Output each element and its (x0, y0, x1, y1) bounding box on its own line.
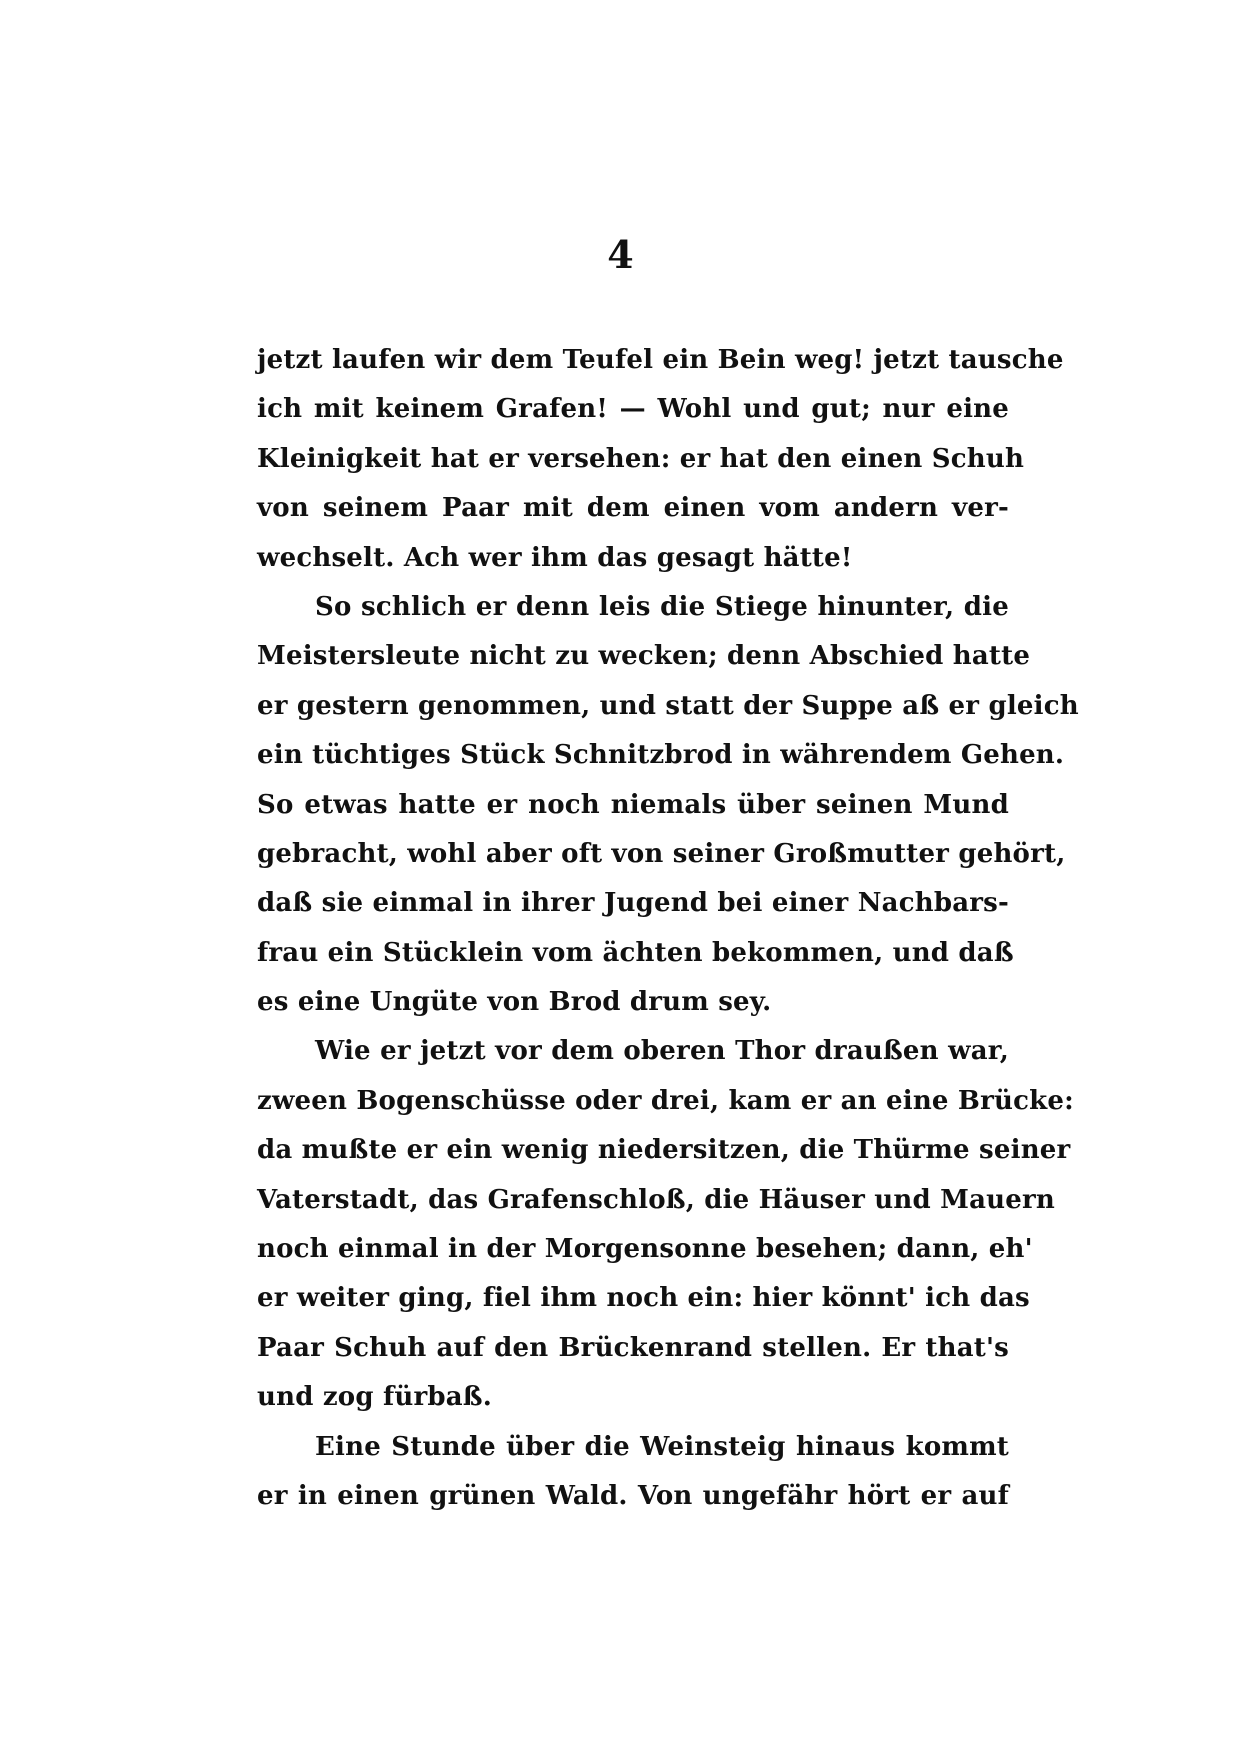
page-number: 4 (607, 232, 634, 277)
text-line: Eine Stunde über die Weinsteig hinaus kommt (315, 1431, 1009, 1462)
text-line: von seinem Paar mit dem einen vom andern ver- (257, 493, 1009, 524)
text-line: So schlich er denn leis die Stiege hinunter, die (315, 591, 1009, 622)
text-line: Kleinigkeit hat er versehen: er hat den einen Schuh (257, 443, 1025, 474)
text-line: da mußte er ein wenig niedersitzen, die Thürme seiner (257, 1135, 1071, 1166)
text-line: es eine Ungüte von Brod drum sey. (257, 987, 772, 1018)
text-line: daß sie einmal in ihrer Jugend bei einer Nachbars- (257, 888, 1009, 919)
text-line: und zog fürbaß. (257, 1382, 492, 1413)
text-line: So etwas hatte er noch niemals über seinen Mund (257, 789, 1009, 820)
text-line: Vaterstadt, das Grafenschloß, die Häuser und Mauern (257, 1184, 1056, 1215)
text-line: gebracht, wohl aber oft von seiner Großmutter gehört, (257, 838, 1066, 869)
text-line: noch einmal in der Morgensonne besehen; dann, eh' (257, 1234, 1033, 1265)
text-line: Meistersleute nicht zu wecken; denn Abschied hatte (257, 641, 1031, 672)
text-line: ein tüchtiges Stück Schnitzbrod in währendem Gehen. (257, 740, 1065, 771)
body-text (257, 336, 1079, 1521)
text-line: er weiter ging, fiel ihm noch ein: hier könnt' ich das (257, 1283, 1030, 1314)
text-line: Paar Schuh auf den Brückenrand stellen. Er that's (257, 1332, 1009, 1363)
text-line: wechselt. Ach wer ihm das gesagt hätte! (257, 542, 853, 573)
text-line: jetzt laufen wir dem Teufel ein Bein weg! jetzt tausche (257, 345, 1064, 375)
text-line: ich mit keinem Grafen! — Wohl und gut; nur eine (257, 394, 1009, 425)
text-line: zween Bogenschüsse oder drei, kam er an eine Brücke: (257, 1085, 1074, 1116)
text-line: frau ein Stücklein vom ächten bekommen, und daß (257, 937, 1014, 968)
text-line: er gestern genommen, und statt der Suppe aß er gleich (257, 690, 1079, 721)
text-line: Wie er jetzt vor dem oberen Thor draußen war, (315, 1036, 1009, 1067)
text-line: er in einen grünen Wald. Von ungefähr hört er auf (257, 1480, 1009, 1511)
